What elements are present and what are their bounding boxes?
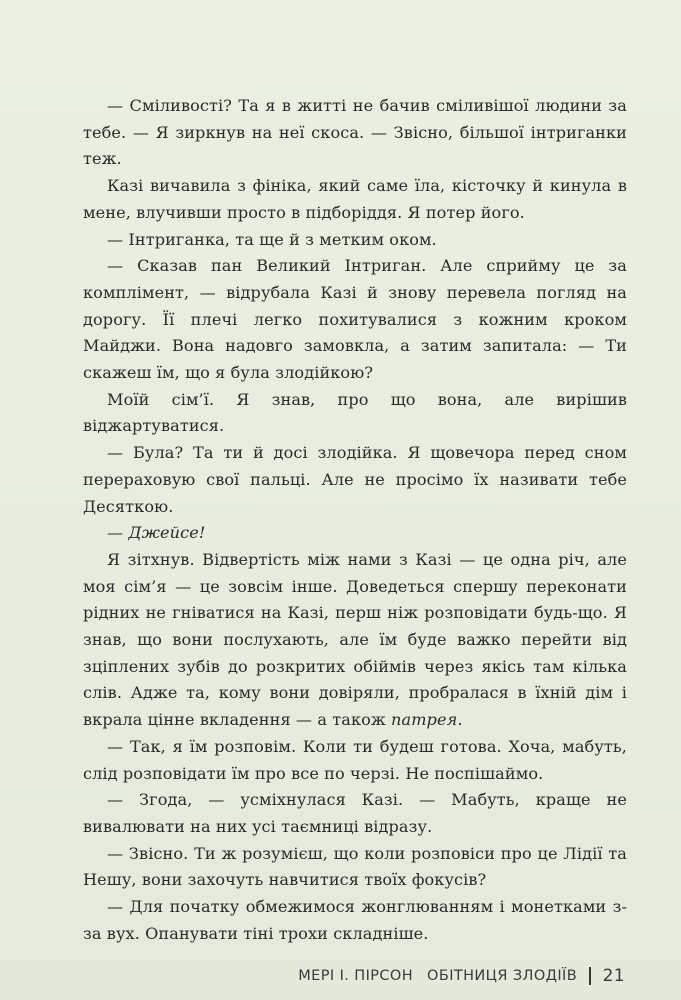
paragraph bbox=[83, 787, 627, 840]
text-run: — Так, я їм розповім. Коли ти будеш готова. Хоча, мабуть, слід розповідати їм про все по черзі. Не поспішаймо. bbox=[83, 736, 627, 783]
text-run: Казі вичавила з фініка, який саме їла, кісточку й кинула в мене, влучивши просто в підборіддя. Я потер його. bbox=[83, 176, 627, 222]
paragraph bbox=[83, 227, 627, 254]
text-run: — Згода, — усміхнулася Казі. — Мабуть, краще не вивалювати на них усі таємниці відразу. bbox=[83, 790, 627, 836]
paragraph bbox=[83, 93, 627, 173]
paragraph bbox=[83, 894, 627, 947]
text-run: — Для початку обмежимося жонглюванням і монетками з-за вух. Опанувати тіні трохи складніше. bbox=[83, 897, 627, 943]
paragraph bbox=[83, 734, 627, 787]
body-text bbox=[83, 93, 627, 948]
paragraph bbox=[83, 547, 627, 734]
text-run: — Була? Та ти й досі злодійка. Я щовечора перед сном перераховую свої пальці. Але не просімо їх називати тебе Десяткою. bbox=[83, 443, 627, 516]
text-run-italic: — Джейсе! bbox=[107, 523, 206, 543]
text-run: Моїй сім’ї. Я знав, про що вона, але вирішив віджартуватися. bbox=[83, 389, 627, 436]
paragraph bbox=[83, 387, 627, 440]
footer-book-title: ОБІТНИЦЯ ЗЛОДІЇВ bbox=[427, 968, 578, 984]
paragraph bbox=[83, 440, 627, 520]
paragraph bbox=[83, 841, 627, 894]
text-run: — Звісно. Ти ж розумієш, що коли розповіси про це Лідії та Нешу, вони захочуть навчитися твоїх фокусів? bbox=[83, 843, 627, 890]
running-footer bbox=[298, 966, 625, 986]
paragraph bbox=[83, 253, 627, 387]
footer-author: МЕРІ І. ПІРСОН bbox=[298, 968, 414, 984]
paragraph bbox=[83, 520, 627, 547]
text-run: — Інтриганка, та ще й з метким оком. bbox=[107, 229, 437, 249]
page-number: 21 bbox=[602, 966, 625, 986]
text-run: Я зітхнув. Відвертість між нами з Казі — це одна річ, але моя сім’я — це зовсім інше. Доведеться спершу переконати рідних не гніватися на Казі, перш ніж розповідати будь-що. Я знав, що вони послухають, але їм буде важко перейти від зціплених зубів до розкритих обіймів через якісь там кілька слів. Адже та, кому вони довіряли, пробралася в їхній дім і вкрала цінне вкладення — а також bbox=[83, 549, 627, 730]
text-run: — Сміливості? Та я в житті не бачив сміливішої людини за тебе. — Я зиркнув на неї скоса. — Звісно, більшої інтриганки теж. bbox=[83, 96, 627, 169]
paragraph bbox=[83, 173, 627, 226]
footer-divider bbox=[589, 967, 591, 985]
text-run-italic: патрея. bbox=[391, 710, 463, 730]
text-run: — Сказав пан Великий Інтриган. Але сприйму це за комплімент, — відрубала Казі й знову перевела погляд на дорогу. Її плечі легко похитувалися з кожним кроком Майджи. Вона надовго замовкла, а затим запитала: — Ти скажеш їм, що я була злодійкою? bbox=[83, 256, 627, 383]
